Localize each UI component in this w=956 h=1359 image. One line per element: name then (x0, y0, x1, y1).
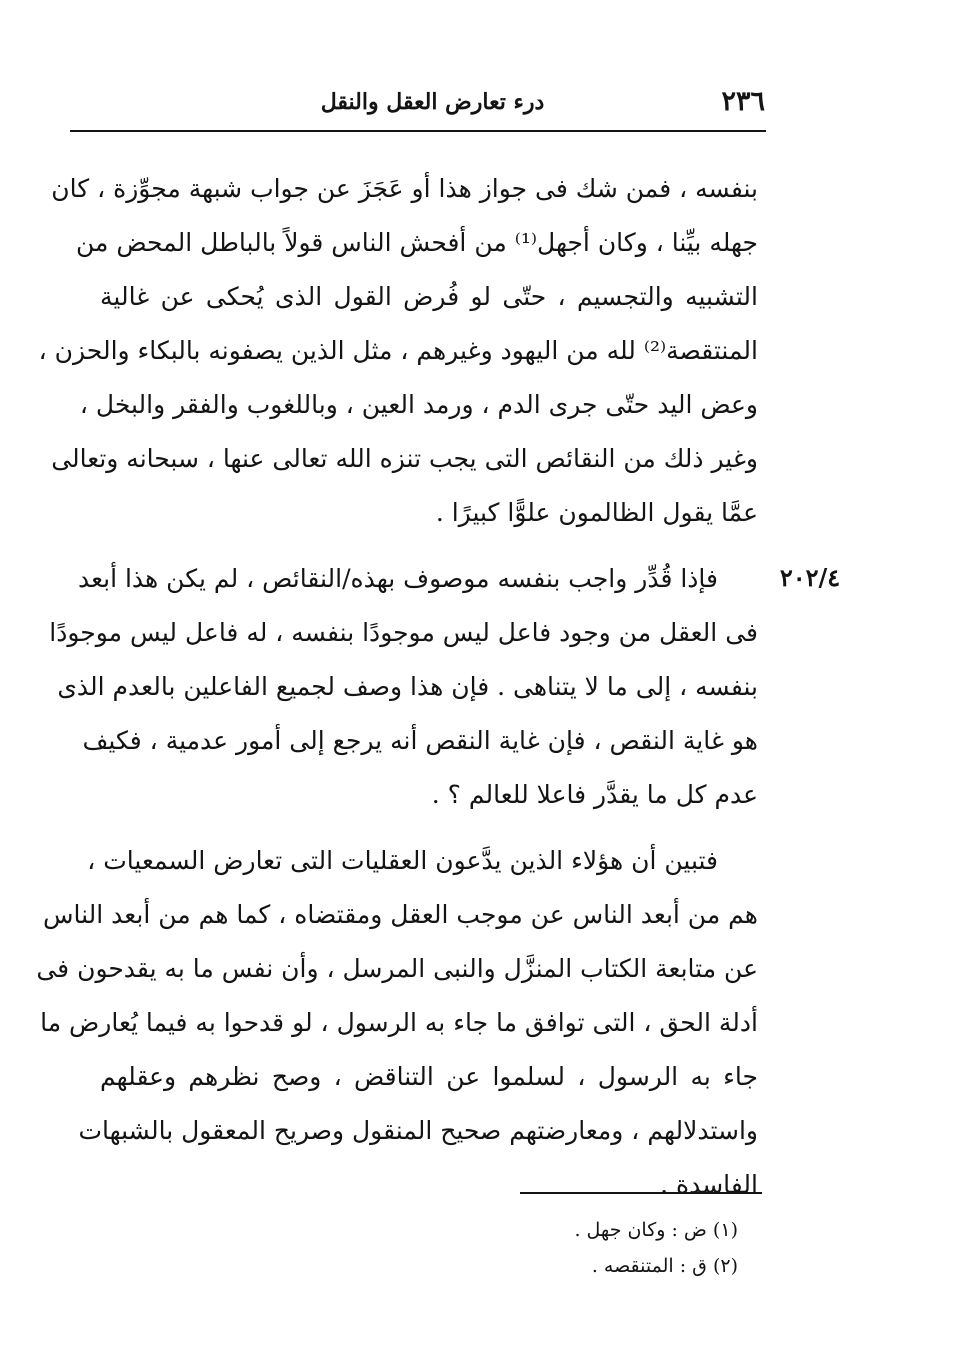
text-line: الفاسدة . (660, 1170, 758, 1199)
text-line: هم من أبعد الناس عن موجب العقل ومقتضاه ، كما هم من أبعد الناس (42, 900, 758, 929)
text-line: وعض اليد حتّى جرى الدم ، ورمد العين ، وباللغوب والفقر والبخل ، (79, 390, 758, 419)
paragraph-1 (38, 162, 758, 540)
footnotes (420, 1212, 738, 1284)
running-head (100, 84, 765, 122)
text-line: فى العقل من وجود فاعل ليس موجودًا بنفسه ، له فاعل ليس موجودًا (49, 618, 758, 647)
page-number: ٢٣٦ (721, 86, 765, 117)
text-line: واستدلالهم ، ومعارضتهم صحيح المنقول وصريح المعقول بالشبهات (78, 1116, 758, 1145)
text-line (87, 834, 758, 888)
text-line: جهله بيِّنا ، وكان أجهل⁽¹⁾ من أفحش الناس قولاً بالباطل المحض من (75, 228, 758, 257)
text-line: عن متابعة الكتاب المنزَّل والنبى المرسل ، وأن نفس ما به يقدحون فى (36, 954, 758, 983)
text-line: بنفسه ، إلى ما لا يتناهى . فإن هذا وصف لجميع الفاعلين بالعدم الذى (57, 672, 758, 701)
text-line-content: فتبين أن هؤلاء الذين يدَّعون العقليات التى تعارض السمعيات ، (87, 846, 718, 875)
header-rule (70, 130, 766, 132)
text-line: التشبيه والتجسيم ، حتّى لو فُرض القول الذى يُحكى عن غالية (100, 282, 758, 311)
footnote-1: (١) ض : وكان جهل . (574, 1219, 738, 1241)
paragraph-3 (36, 834, 758, 1212)
footnote-rule (520, 1192, 762, 1194)
text-line: أدلة الحق ، التى توافق ما جاء به الرسول ، لو قدحوا به فيما يُعارض ما (40, 1008, 758, 1037)
text-line: المنتقصة⁽²⁾ لله من اليهود وغيرهم ، مثل الذين يصفونه بالبكاء والحزن ، (38, 336, 758, 365)
footnote-2: (٢) ق : المتنقصه . (591, 1255, 738, 1277)
text-line: جاء به الرسول ، لسلموا عن التناقض ، وصح نظرهم وعقلهم (100, 1062, 758, 1091)
running-title: درء تعارض العقل والنقل (320, 89, 545, 115)
text-line (77, 552, 758, 606)
margin-reference: ٢٠٢/٤ (779, 563, 841, 592)
text-line: هو غاية النقص ، فإن غاية النقص أنه يرجع إلى أمور عدمية ، فكيف (82, 726, 758, 755)
text-line-content: فإذا قُدِّر واجب بنفسه موصوف بهذه/النقائص ، لم يكن هذا أبعد (77, 564, 718, 593)
text-line: بنفسه ، فمن شك فى جواز هذا أو عَجَزَ عن جواب شبهة مجوِّزة ، كان (51, 174, 758, 203)
text-line: عمَّا يقول الظالمون علوًّا كبيرًا . (435, 498, 758, 527)
text-line: عدم كل ما يقدَّر فاعلا للعالم ؟ . (431, 780, 758, 809)
paragraph-2 (49, 552, 758, 822)
text-line: وغير ذلك من النقائص التى يجب تنزه الله تعالى عنها ، سبحانه وتعالى (51, 444, 758, 473)
